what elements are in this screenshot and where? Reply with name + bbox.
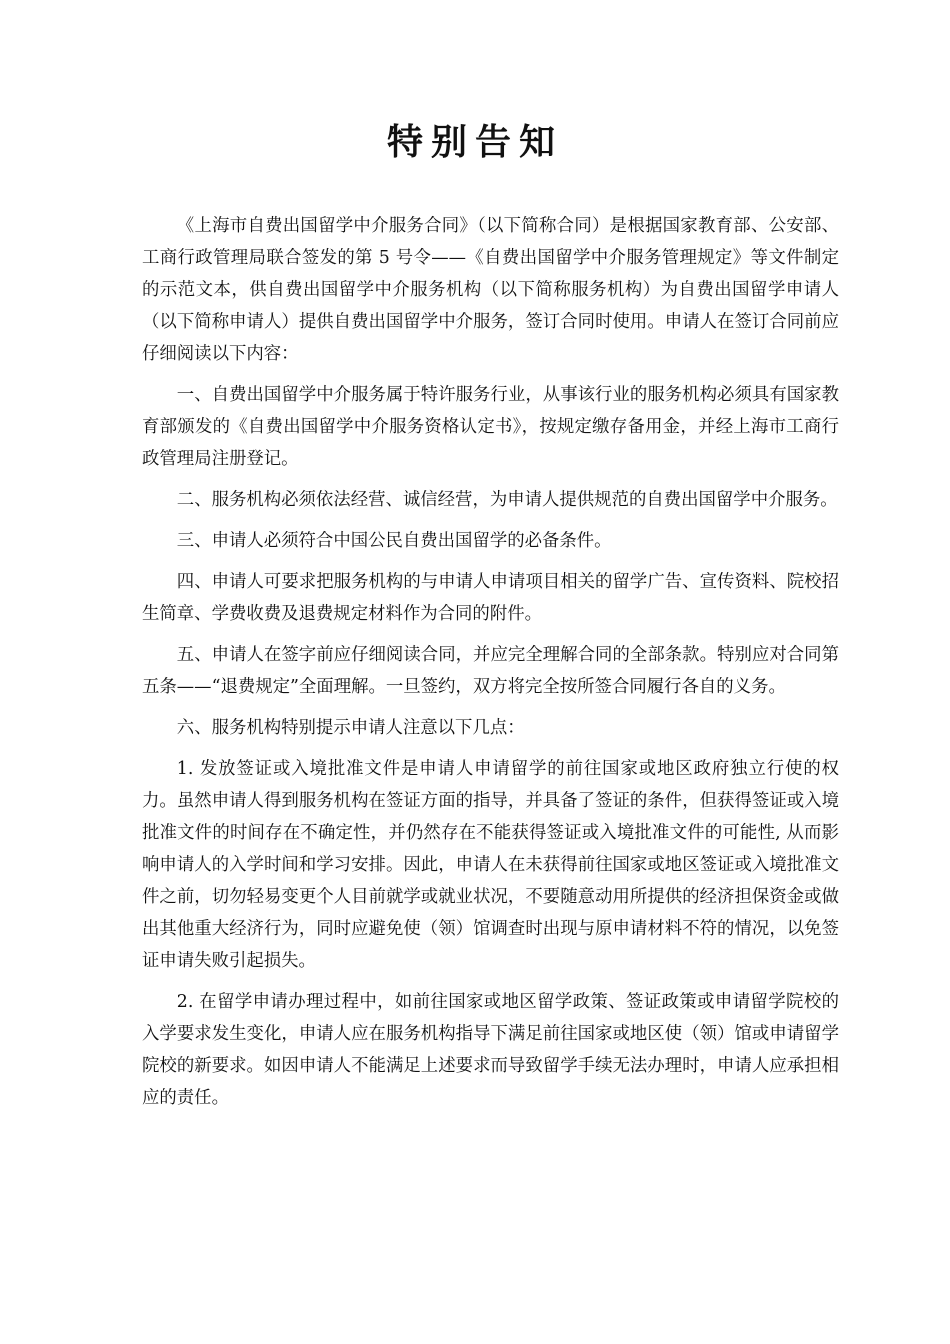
notice-point-2-paragraph: 2. 在留学申请办理过程中，如前往国家或地区留学政策、签证政策或申请留学院校的入学要求发生变化，申请人应在服务机构指导下满足前往国家或地区使（领）馆或申请留学院校的新要求。如因申请人不能满足上述要求而导致留学手续无法办理时，申请人应承担相应的责任。 (142, 992, 839, 1108)
clause-1-paragraph: 一、自费出国留学中介服务属于特许服务行业，从事该行业的服务机构必须具有国家教育部颁发的《自费出国留学中介服务资格认定书》，按规定缴存备用金，并经上海市工商行政管理局注册登记。 (142, 385, 839, 469)
clause-5-paragraph: 五、申请人在签字前应仔细阅读合同，并应完全理解合同的全部条款。特别应对合同第五条——“退费规定”全面理解。一旦签约，双方将完全按所签合同履行各自的义务。 (142, 645, 839, 697)
notice-point-1-paragraph: 1. 发放签证或入境批准文件是申请人申请留学的前往国家或地区政府独立行使的权力。虽然申请人得到服务机构在签证方面的指导，并具备了签证的条件，但获得签证或入境批准文件的时间存在不确定性，并仍然存在不能获得签证或入境批准文件的可能性, 从而影响申请人的入学时间和学习安排。因此，申请人在未获得前往国家或地区签证或入境批准文件之前，切勿轻易变更个人目前就学或就业状况，不要随意动用所提供的经济担保资金或做出其他重大经济行为，同时应避免使（领）馆调查时出现与原申请材料不符的情况，以免签证申请失败引起损失。 (142, 759, 839, 971)
intro-paragraph: 《上海市自费出国留学中介服务合同》（以下简称合同）是根据国家教育部、公安部、工商行政管理局联合签发的第 5 号令——《自费出国留学中介服务管理规定》等文件制定的示范文本，供自费出国留学中介服务机构（以下简称服务机构）为自费出国留学申请人（以下简称申请人）提供自费出国留学中介服务，签订合同时使用。申请人在签订合同前应仔细阅读以下内容： (142, 216, 839, 364)
clause-4-paragraph: 四、申请人可要求把服务机构的与申请人申请项目相关的留学广告、宣传资料、院校招生简章、学费收费及退费规定材料作为合同的附件。 (142, 572, 839, 624)
document-body (142, 210, 839, 1123)
clause-6-paragraph: 六、服务机构特别提示申请人注意以下几点： (176, 718, 525, 738)
clause-2-paragraph: 二、服务机构必须依法经营、诚信经营，为申请人提供规范的自费出国留学中介服务。 (176, 490, 838, 510)
clause-3-paragraph: 三、申请人必须符合中国公民自费出国留学的必备条件。 (176, 531, 612, 551)
document-title: 特别告知 (386, 122, 563, 163)
